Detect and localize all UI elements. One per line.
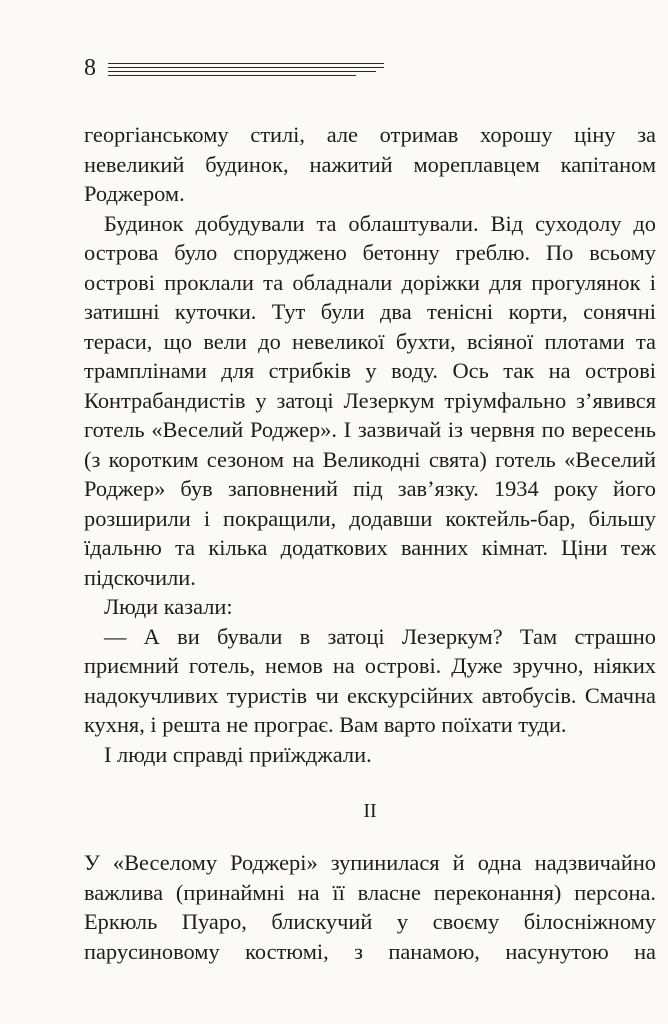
header-rule — [108, 63, 384, 79]
page-number: 8 — [84, 55, 96, 81]
dialogue-paragraph: — А ви бували в затоці Лезеркум? Там страшно приємний готель, немов на острові. Дуже зручно, ніяких надокучливих туристів чи екскурсійних автобусів. Смачна кухня, і решта не програє. Вам варто поїхати туди. — [84, 623, 656, 737]
paragraph: Люди казали: — [104, 594, 233, 619]
paragraph: У «Веселому Роджері» зупинилася й одна надзвичайно важлива (принаймні на її власне переконання) персона. Еркюль Пуаро, блискучий у своєму білосніжному парусиновому костюмі, з панамою, насунутою на — [84, 850, 656, 964]
paragraph: Будинок добудували та облаштували. Від суходолу до острова було споруджено бетонну греблю. По всьому острові проклали та обладнали доріжки для прогулянок і затишні куточки. Тут були два тенісні корти, сонячні тераси, що вели до невеликої бухти, всіяної плотами та трамплінами для стрибків у воду. Ось так на острові Контрабандистів у затоці Лезеркум тріумфально з’явився готель «Веселий Роджер». І зазвичай із червня по вересень (з коротким сезоном на Великодні свята) готель «Веселий Роджер» був заповнений під зав’язку. 1934 року його розширили і покращили, додавши коктейль-бар, більшу їдальню та кілька додаткових ванних кімнат. Ціни теж підскочили. — [84, 210, 656, 590]
running-header — [84, 52, 384, 84]
body-text — [84, 120, 656, 966]
paragraph: І люди справді приїжджали. — [104, 741, 372, 767]
section-number: II — [363, 800, 377, 822]
paragraph: георгіанському стилі, але отримав хорошу ціну за невеликий будинок, нажитий мореплавцем капітаном Роджером. — [84, 122, 656, 206]
